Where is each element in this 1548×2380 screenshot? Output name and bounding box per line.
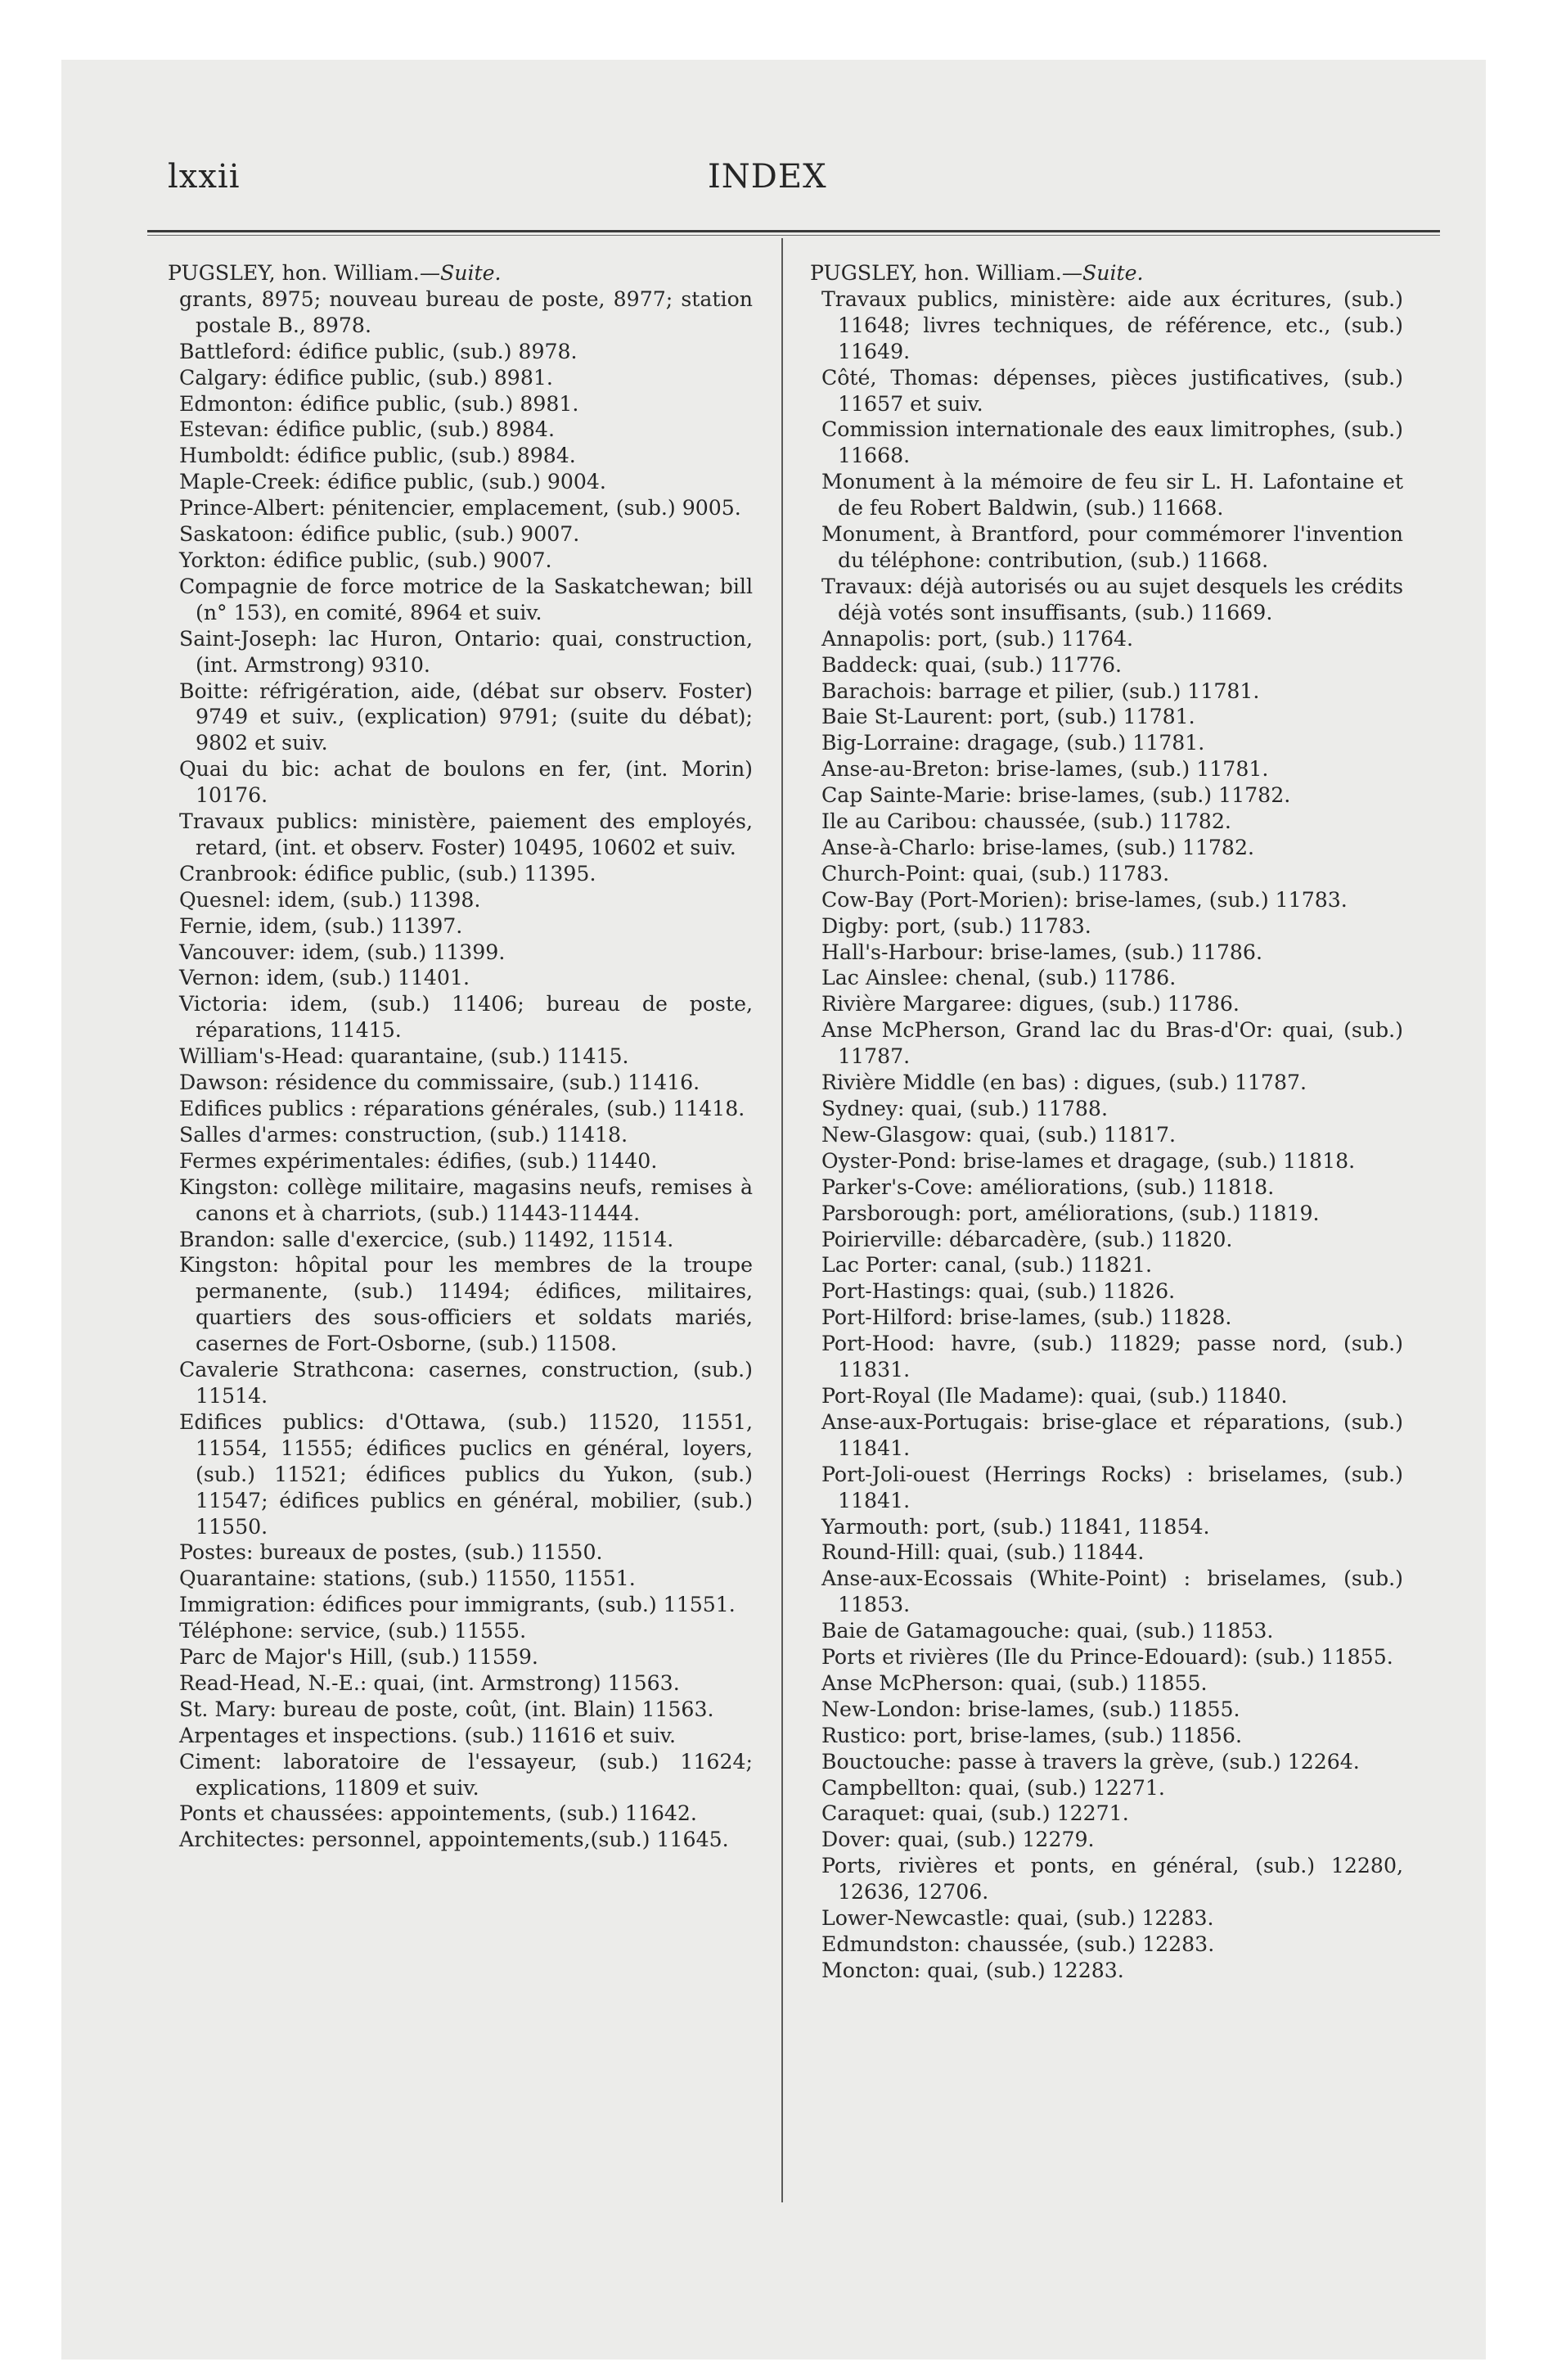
index-entry: Humboldt: édifice public, (sub.) 8984. <box>179 444 576 468</box>
index-entry: Battleford: édifice public, (sub.) 8978. <box>179 339 578 363</box>
index-entry: Salles d'armes: construction, (sub.) 11418. <box>179 1122 628 1147</box>
index-entry: Cow-Bay (Port-Morien): brise-lames, (sub.) 11783. <box>821 887 1348 912</box>
index-entry: Sydney: quai, (sub.) 11788. <box>821 1097 1108 1120</box>
index-entry: Compagnie de force motrice de la Saskatchewan; bill (n° 153), en comité, 8964 et suiv. <box>179 574 753 624</box>
index-entry: Calgary: édifice public, (sub.) 8981. <box>179 365 553 390</box>
index-entry: Travaux publics: ministère, paiement des employés, retard, (int. et observ. Foster) 10495, 10602 et suiv. <box>179 809 753 859</box>
index-entry: Quai du bic: achat de boulons en fer, (int. Morin) 10176. <box>179 757 753 808</box>
index-entry: Big-Lorraine: dragage, (sub.) 11781. <box>821 731 1205 755</box>
right-column-heading <box>810 260 1403 286</box>
index-entry: Port-Joli-ouest (Herrings Rocks) : briselames, (sub.) 11841. <box>821 1462 1403 1512</box>
left-column-heading <box>168 260 753 286</box>
heading-name: PUGSLEY, hon. William. <box>810 261 1062 285</box>
index-entry: Port-Hilford: brise-lames, (sub.) 11828. <box>821 1305 1232 1330</box>
index-entry: Yarmouth: port, (sub.) 11841, 11854. <box>821 1514 1210 1539</box>
index-entry: Travaux publics, ministère: aide aux écritures, (sub.) 11648; livres techniques, de référence, etc., (sub.) 11649. <box>821 286 1403 363</box>
index-entry: New-London: brise-lames, (sub.) 11855. <box>821 1697 1240 1721</box>
index-entry: Edmonton: édifice public, (sub.) 8981. <box>179 391 579 416</box>
header-rule <box>147 230 1440 232</box>
index-entry: Lower-Newcastle: quai, (sub.) 12283. <box>821 1906 1214 1931</box>
index-entry: Dawson: résidence du commissaire, (sub.) 11416. <box>179 1071 700 1095</box>
index-entry: Poirierville: débarcadère, (sub.) 11820. <box>821 1227 1233 1251</box>
index-entry: Anse McPherson: quai, (sub.) 11855. <box>821 1670 1208 1695</box>
index-entry: Ports, rivières et ponts, en général, (sub.) 12280, 12636, 12706. <box>821 1854 1403 1904</box>
index-entry: Quarantaine: stations, (sub.) 11550, 11551. <box>179 1566 636 1591</box>
heading-name: PUGSLEY, hon. William. <box>168 261 420 285</box>
index-entry: Anse-au-Breton: brise-lames, (sub.) 11781. <box>821 757 1269 782</box>
index-entry: Anse-aux-Portugais: brise-glace et réparations, (sub.) 11841. <box>821 1409 1403 1460</box>
index-entry: Saskatoon: édifice public, (sub.) 9007. <box>179 522 580 547</box>
page-title: INDEX <box>708 158 827 196</box>
index-entry: Lac Ainslee: chenal, (sub.) 11786. <box>821 966 1177 990</box>
right-column <box>810 260 1403 1984</box>
index-entry: William's-Head: quarantaine, (sub.) 11415. <box>179 1044 629 1069</box>
index-entry: Cavalerie Strathcona: casernes, construction, (sub.) 11514. <box>179 1358 753 1408</box>
index-entry: Maple-Creek: édifice public, (sub.) 9004. <box>179 470 606 494</box>
index-entry: Dover: quai, (sub.) 12279. <box>821 1828 1095 1852</box>
index-entry: Bouctouche: passe à travers la grève, (sub.) 12264. <box>821 1749 1360 1774</box>
index-entry: Parc de Major's Hill, (sub.) 11559. <box>179 1645 538 1670</box>
index-entry: Quesnel: idem, (sub.) 11398. <box>179 887 481 912</box>
index-entry: Victoria: idem, (sub.) 11406; bureau de poste, réparations, 11415. <box>179 992 753 1043</box>
document-page <box>61 60 1486 2360</box>
index-entry: Postes: bureaux de postes, (sub.) 11550. <box>179 1540 603 1565</box>
index-entry: Saint-Joseph: lac Huron, Ontario: quai, construction, (int. Armstrong) 9310. <box>179 626 753 677</box>
index-entry: Parker's-Cove: améliorations, (sub.) 11818. <box>821 1174 1275 1199</box>
index-entry: Monument à la mémoire de feu sir L. H. Lafontaine et de feu Robert Baldwin, (sub.) 11668. <box>821 470 1403 521</box>
index-entry: Ports et rivières (Ile du Prince-Edouard): (sub.) 11855. <box>821 1645 1393 1670</box>
left-entry-list <box>168 286 753 1853</box>
index-entry: St. Mary: bureau de poste, coût, (int. Blain) 11563. <box>179 1697 714 1721</box>
index-entry: Monument, à Brantford, pour commémorer l'invention du téléphone: contribution, (sub.) 11668. <box>821 522 1403 572</box>
column-divider <box>781 238 783 2202</box>
index-entry: Kingston: hôpital pour les membres de la troupe permanente, (sub.) 11494; édifices, militaires, quartiers des sous-officiers et soldats mariés, casernes de Fort-Osborne, (sub.) 11508. <box>179 1253 753 1356</box>
index-entry: Téléphone: service, (sub.) 11555. <box>179 1619 527 1643</box>
index-entry: Vernon: idem, (sub.) 11401. <box>179 966 470 990</box>
index-entry: Ile au Caribou: chaussée, (sub.) 11782. <box>821 809 1231 834</box>
heading-suite: —Suite. <box>419 261 502 285</box>
index-entry: Anse-à-Charlo: brise-lames, (sub.) 11782. <box>821 835 1254 859</box>
index-entry: Church-Point: quai, (sub.) 11783. <box>821 861 1170 886</box>
index-entry: Fernie, idem, (sub.) 11397. <box>179 913 463 938</box>
right-entry-list <box>810 286 1403 1984</box>
index-entry: Hall's-Harbour: brise-lames, (sub.) 11786. <box>821 940 1262 964</box>
index-entry: Port-Hood: havre, (sub.) 11829; passe nord, (sub.) 11831. <box>821 1332 1403 1382</box>
index-entry: grants, 8975; nouveau bureau de poste, 8977; station postale B., 8978. <box>179 286 753 337</box>
index-entry: Anse-aux-Ecossais (White-Point) : briselames, (sub.) 11853. <box>821 1566 1403 1617</box>
index-entry: Anse McPherson, Grand lac du Bras-d'Or: quai, (sub.) 11787. <box>821 1018 1403 1069</box>
header-rule-thin <box>147 235 1440 236</box>
index-entry: Architectes: personnel, appointements,(sub.) 11645. <box>179 1828 729 1852</box>
index-entry: Arpentages et inspections. (sub.) 11616 et suiv. <box>179 1723 677 1747</box>
index-entry: Yorkton: édifice public, (sub.) 9007. <box>179 548 552 572</box>
index-entry: Moncton: quai, (sub.) 12283. <box>821 1958 1124 1982</box>
index-entry: Ponts et chaussées: appointements, (sub.) 11642. <box>179 1801 697 1826</box>
index-entry: Prince-Albert: pénitencier, emplacement, (sub.) 9005. <box>179 496 741 521</box>
index-entry: Travaux: déjà autorisés ou au sujet desquels les crédits déjà votés sont insuffisants, (sub.) 11669. <box>821 574 1403 624</box>
index-entry: Caraquet: quai, (sub.) 12271. <box>821 1801 1129 1826</box>
index-entry: Annapolis: port, (sub.) 11764. <box>821 626 1133 651</box>
index-entry: Port-Hastings: quai, (sub.) 11826. <box>821 1279 1176 1304</box>
index-entry: Parsborough: port, améliorations, (sub.) 11819. <box>821 1201 1320 1225</box>
index-entry: Rivière Margaree: digues, (sub.) 11786. <box>821 992 1240 1016</box>
index-entry: Cranbrook: édifice public, (sub.) 11395. <box>179 861 596 886</box>
heading-suite: —Suite. <box>1061 261 1144 285</box>
index-entry: Rivière Middle (en bas) : digues, (sub.) 11787. <box>821 1071 1307 1095</box>
index-entry: Kingston: collège militaire, magasins neufs, remises à canons et à charriots, (sub.) 11443-11444. <box>179 1174 753 1225</box>
left-column <box>168 260 753 1853</box>
index-entry: Estevan: édifice public, (sub.) 8984. <box>179 417 555 442</box>
index-entry: Vancouver: idem, (sub.) 11399. <box>179 940 506 964</box>
page-number: lxxii <box>168 158 241 196</box>
index-entry: Lac Porter: canal, (sub.) 11821. <box>821 1253 1153 1278</box>
index-entry: Immigration: édifices pour immigrants, (sub.) 11551. <box>179 1593 736 1617</box>
index-entry: Fermes expérimentales: édifies, (sub.) 11440. <box>179 1148 658 1173</box>
index-entry: Côté, Thomas: dépenses, pièces justificatives, (sub.) 11657 et suiv. <box>821 365 1403 416</box>
index-entry: Ciment: laboratoire de l'essayeur, (sub.) 11624; explications, 11809 et suiv. <box>179 1749 753 1800</box>
index-entry: Baie de Gatamagouche: quai, (sub.) 11853. <box>821 1619 1274 1643</box>
index-entry: Oyster-Pond: brise-lames et dragage, (sub.) 11818. <box>821 1148 1356 1173</box>
index-entry: Edifices publics : réparations générales, (sub.) 11418. <box>179 1097 745 1120</box>
index-entry: Port-Royal (Ile Madame): quai, (sub.) 11840. <box>821 1383 1288 1408</box>
index-entry: Round-Hill: quai, (sub.) 11844. <box>821 1540 1145 1565</box>
index-entry: Edmundston: chaussée, (sub.) 12283. <box>821 1932 1215 1956</box>
index-entry: Commission internationale des eaux limitrophes, (sub.) 11668. <box>821 417 1403 468</box>
index-entry: Campbellton: quai, (sub.) 12271. <box>821 1775 1165 1800</box>
index-entry: Boitte: réfrigération, aide, (débat sur observ. Foster) 9749 et suiv., (explication) 9791; (suite du débat); 9802 et suiv. <box>179 678 753 755</box>
index-entry: Barachois: barrage et pilier, (sub.) 11781. <box>821 678 1260 703</box>
index-entry: Rustico: port, brise-lames, (sub.) 11856. <box>821 1723 1242 1747</box>
index-entry: Baie St-Laurent: port, (sub.) 11781. <box>821 705 1195 729</box>
index-entry: Brandon: salle d'exercice, (sub.) 11492, 11514. <box>179 1227 674 1251</box>
index-entry: Digby: port, (sub.) 11783. <box>821 913 1091 938</box>
index-entry: Read-Head, N.-E.: quai, (int. Armstrong) 11563. <box>179 1670 680 1695</box>
index-entry: Baddeck: quai, (sub.) 11776. <box>821 652 1123 677</box>
index-entry: Edifices publics: d'Ottawa, (sub.) 11520, 11551, 11554, 11555; édifices puclics en général, loyers, (sub.) 11521; édifices publics du Yukon, (sub.) 11547; édifices publics en général, mobilier, (sub.) 11550. <box>179 1409 753 1539</box>
index-entry: New-Glasgow: quai, (sub.) 11817. <box>821 1122 1176 1147</box>
index-entry: Cap Sainte-Marie: brise-lames, (sub.) 11782. <box>821 783 1291 808</box>
